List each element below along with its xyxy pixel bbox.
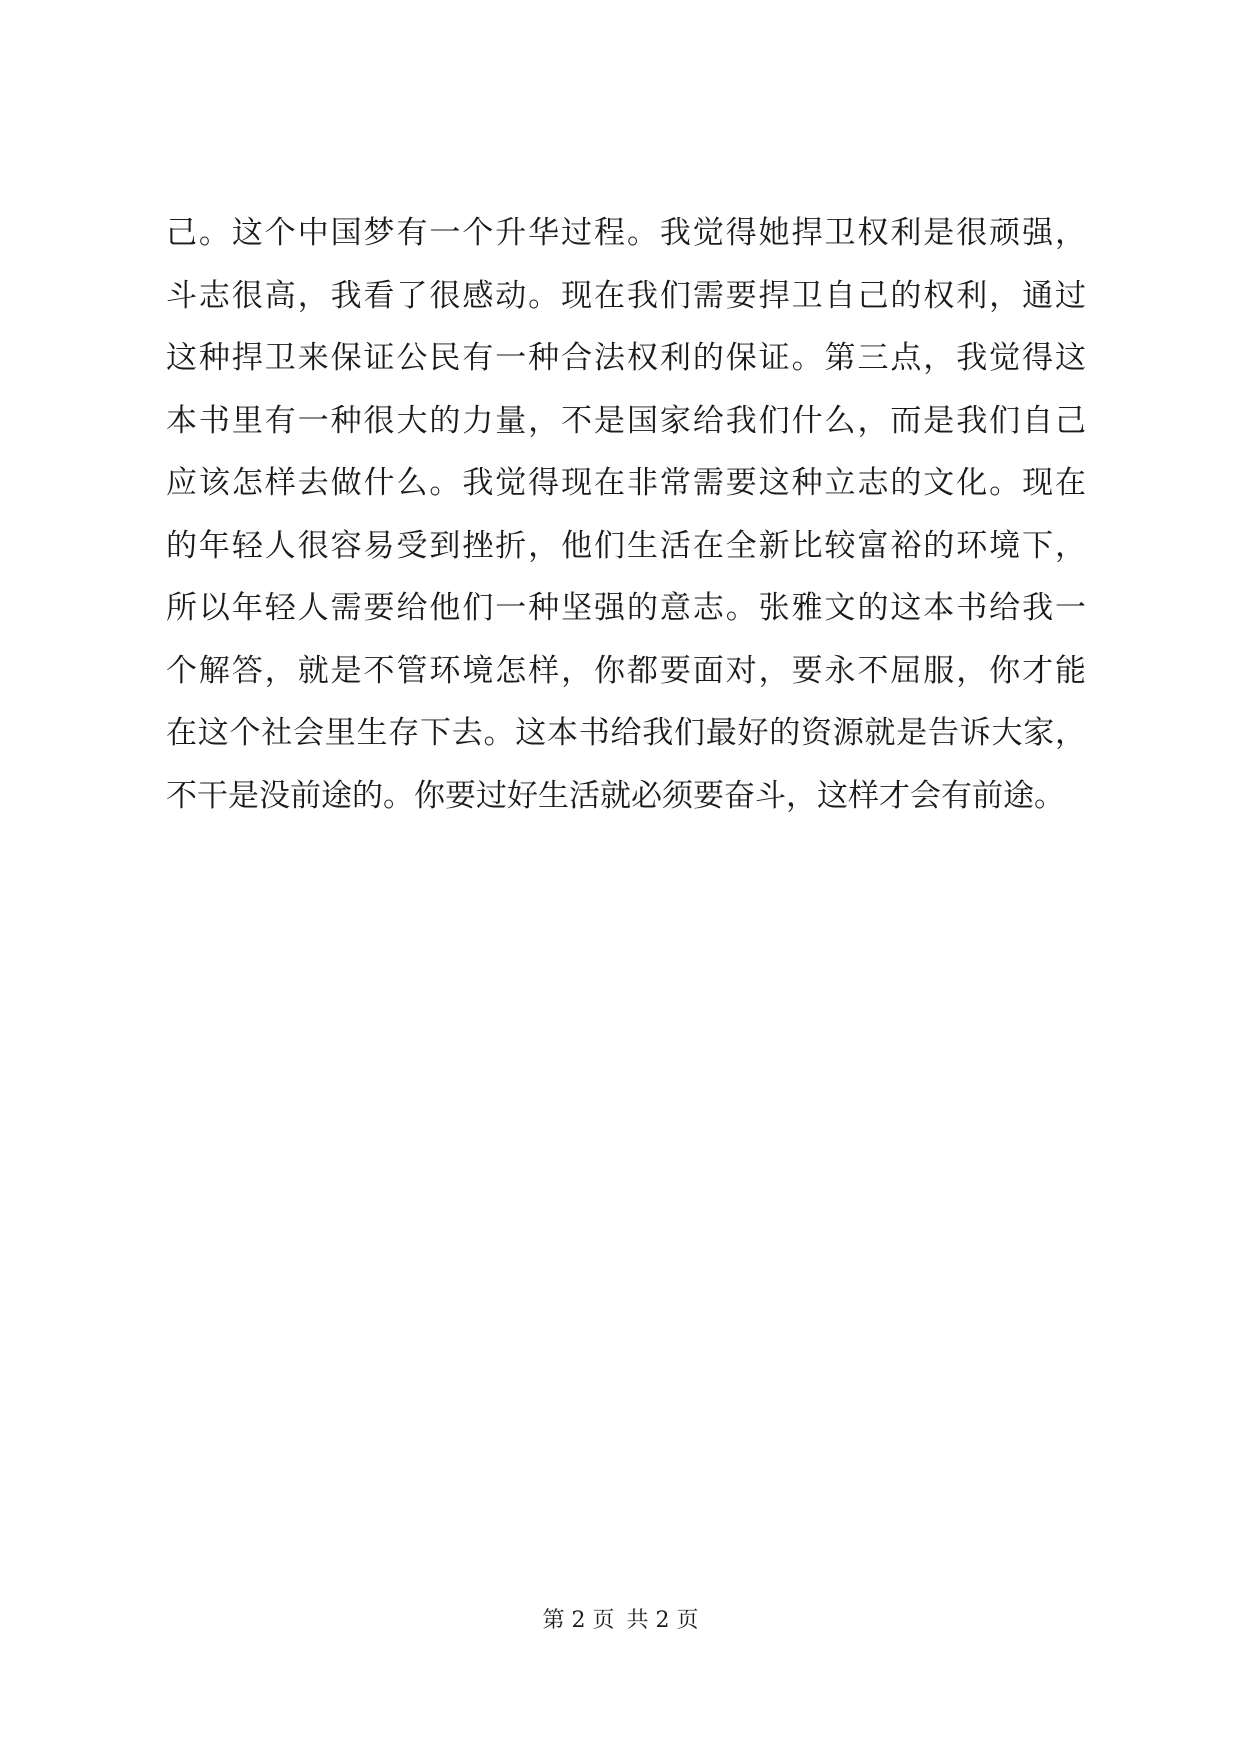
text-line: 斗志很高，我看了很感动。现在我们需要捍卫自己的权利，通过 — [166, 277, 1086, 314]
text-line: 这种捍卫来保证公民有一种合法权利的保证。第三点，我觉得这 — [166, 340, 1086, 376]
text-line: 所以年轻人需要给他们一种坚强的意志。张雅文的这本书给我一 — [166, 590, 1086, 626]
text-line: 在这个社会里生存下去。这本书给我们最好的资源就是告诉大家， — [166, 715, 1086, 751]
page-number-current: 第 2 页 — [542, 1608, 615, 1633]
text-line: 的年轻人很容易受到挫折，他们生活在全新比较富裕的环境下， — [166, 527, 1086, 564]
body-paragraph — [166, 202, 1086, 827]
text-line: 应该怎样去做什么。我觉得现在非常需要这种立志的文化。现在 — [166, 465, 1086, 501]
page-footer — [0, 1606, 1241, 1636]
text-line: 本书里有一种很大的力量，不是国家给我们什么，而是我们自己 — [166, 402, 1086, 439]
page-number-total: 共 2 页 — [626, 1608, 699, 1633]
text-line: 己。这个中国梦有一个升华过程。我觉得她捍卫权利是很顽强， — [166, 215, 1086, 251]
text-line: 不干是没前途的。你要过好生活就必须要奋斗，这样才会有前途。 — [166, 777, 1065, 814]
text-line: 个解答，就是不管环境怎样，你都要面对，要永不屈服，你才能 — [166, 652, 1086, 689]
